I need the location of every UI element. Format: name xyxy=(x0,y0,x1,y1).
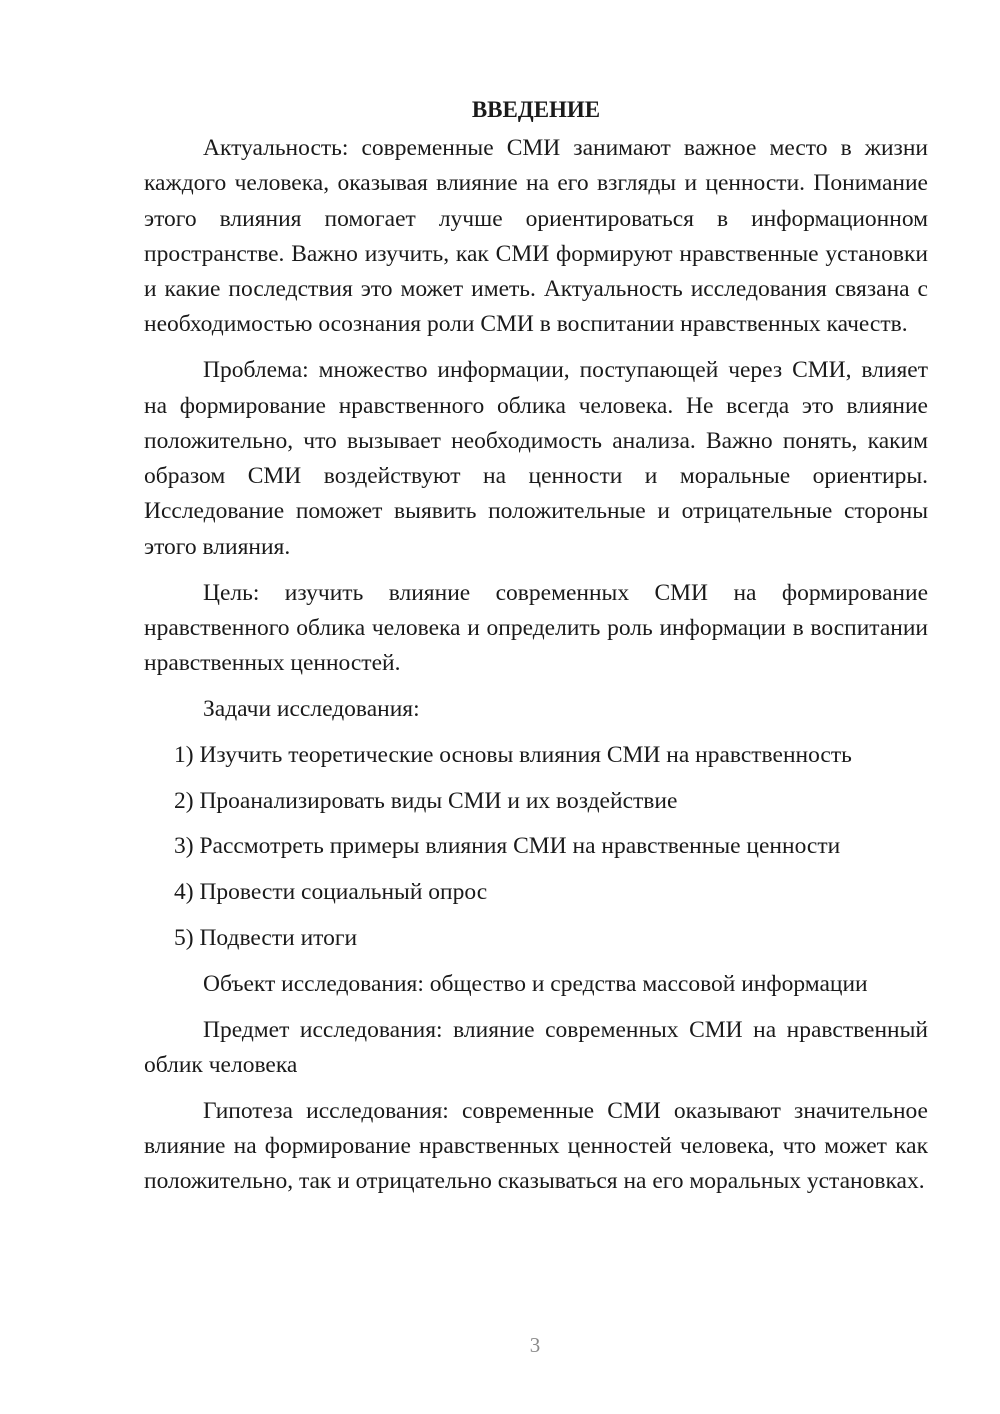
list-item: 5) Подвести итоги xyxy=(174,924,358,951)
list-item: 2) Проанализировать виды СМИ и их воздействие xyxy=(174,787,678,814)
page-number: 3 xyxy=(529,1333,541,1357)
list-item: 4) Провести социальный опрос xyxy=(174,879,488,906)
tasks-list xyxy=(144,738,928,956)
paragraph-relevance: Актуальность: современные СМИ занимают важное место в жизни каждого человека, оказывая влияние на его взгляды и ценности. Понимание этого влияния помогает лучше ориентироваться в информационном пространстве. Важно изучить, как СМИ формируют нравственные установки и какие последствия это может иметь. Актуальность исследования связана с необходимостью осознания роли СМИ в воспитании нравственных качеств. xyxy=(144,135,928,338)
list-item: 1) Изучить теоретические основы влияния СМИ на нравственность xyxy=(174,741,852,768)
paragraph-object: Объект исследования: общество и средства массовой информации xyxy=(203,970,868,997)
paragraph-goal: Цель: изучить влияние современных СМИ на формирование нравственного облика человека и определить роль информации в воспитании нравственных ценностей. xyxy=(144,579,928,677)
page-title: ВВЕДЕНИЕ xyxy=(471,97,601,122)
paragraph-subject: Предмет исследования: влияние современных СМИ на нравственный облик человека xyxy=(144,1016,928,1078)
list-item: 3) Рассмотреть примеры влияния СМИ на нравственные ценности xyxy=(174,833,841,860)
document-page xyxy=(144,92,928,1210)
paragraph-problem: Проблема: множество информации, поступающей через СМИ, влияет на формирование нравственного облика человека. Не всегда это влияние положительно, что вызывает необходимость анализа. Важно понять, каким образом СМИ воздействуют на ценности и моральные ориентиры. Исследование поможет выявить положительные и отрицательные стороны этого влияния. xyxy=(144,357,928,560)
paragraph-hypothesis: Гипотеза исследования: современные СМИ оказывают значительное влияние на формирование нравственных ценностей человека, что может как положительно, так и отрицательно сказываться на его моральных установках. xyxy=(144,1097,928,1195)
tasks-heading: Задачи исследования: xyxy=(203,695,420,722)
